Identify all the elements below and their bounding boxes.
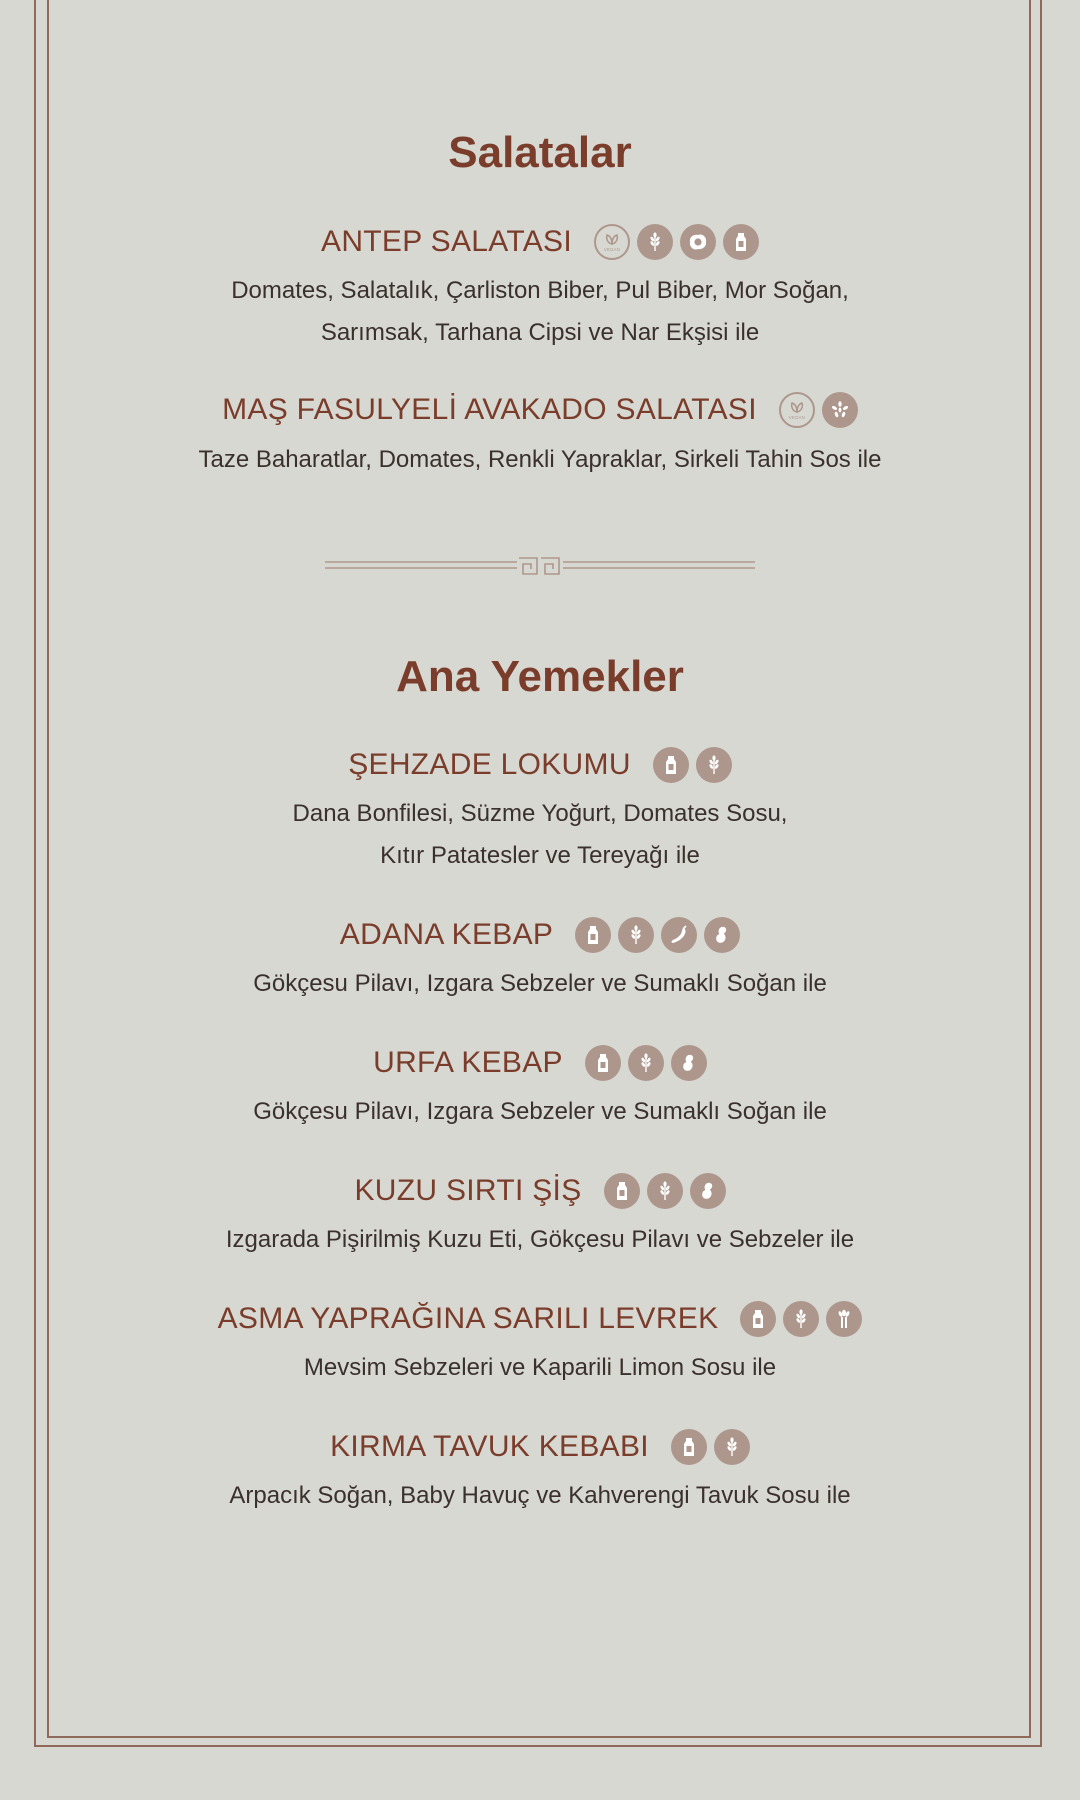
gluten-wheat-icon	[714, 1429, 750, 1465]
svg-text:VEGAN: VEGAN	[603, 247, 621, 252]
item-description: Dana Bonfilesi, Süzme Yoğurt, Domates Sosu, Kıtır Patatesler ve Tereyağı ile	[292, 800, 788, 869]
chili-icon	[661, 917, 697, 953]
item-description: Gökçesu Pilavı, Izgara Sebzeler ve Sumaklı Soğan ile	[253, 970, 827, 997]
item-name: ADANA KEBAP	[339, 918, 554, 951]
milk-icon	[604, 1173, 640, 1209]
milk-icon	[585, 1045, 621, 1081]
section-title-salatalar: Salatalar	[448, 128, 632, 177]
menu-item-title	[0, 1301, 1080, 1337]
item-name: URFA KEBAP	[373, 1046, 563, 1079]
item-name: MAŞ FASULYELİ AVAKADO SALATASI	[222, 393, 757, 426]
vegan-icon	[779, 392, 815, 428]
item-name: ASMA YAPRAĞINA SARILI LEVREK	[217, 1302, 719, 1335]
svg-text:VEGAN: VEGAN	[788, 415, 805, 420]
sesame-icon	[822, 392, 858, 428]
milk-icon	[653, 747, 689, 783]
menu-item-title	[0, 1045, 1080, 1081]
menu-item-title	[0, 747, 1080, 783]
milk-icon	[671, 1429, 707, 1465]
item-description: Arpacık Soğan, Baby Havuç ve Kahverengi Tavuk Sosu ile	[229, 1482, 851, 1509]
peanut-icon	[671, 1045, 707, 1081]
item-name: KIRMA TAVUK KEBABI	[330, 1430, 649, 1463]
gluten-wheat-icon	[696, 747, 732, 783]
peanut-icon	[704, 917, 740, 953]
item-description: Domates, Salatalık, Çarliston Biber, Pul Biber, Mor Soğan, Sarımsak, Tarhana Cipsi ve Nar Ekşisi ile	[231, 277, 849, 346]
item-name: KUZU SIRTI ŞİŞ	[354, 1174, 582, 1207]
item-description: Gökçesu Pilavı, Izgara Sebzeler ve Sumaklı Soğan ile	[253, 1098, 827, 1125]
ornament-divider	[325, 556, 755, 576]
item-description: Taze Baharatlar, Domates, Renkli Yapraklar, Sirkeli Tahin Sos ile	[198, 446, 882, 473]
section-title-ana-yemekler: Ana Yemekler	[396, 652, 684, 701]
egg-icon	[680, 224, 716, 260]
gluten-wheat-icon	[647, 1173, 683, 1209]
item-description: Mevsim Sebzeleri ve Kaparili Limon Sosu ile	[303, 1354, 777, 1381]
item-name: ŞEHZADE LOKUMU	[348, 748, 631, 781]
milk-icon	[723, 224, 759, 260]
gluten-wheat-icon	[628, 1045, 664, 1081]
celery-icon	[826, 1301, 862, 1337]
gluten-wheat-icon	[618, 917, 654, 953]
item-description: Izgarada Pişirilmiş Kuzu Eti, Gökçesu Pilavı ve Sebzeler ile	[225, 1226, 855, 1253]
gluten-wheat-icon	[783, 1301, 819, 1337]
menu-item-title	[0, 392, 1080, 428]
peanut-icon	[690, 1173, 726, 1209]
vegan-icon	[594, 224, 630, 260]
menu-item-title	[0, 917, 1080, 953]
item-name: ANTEP SALATASI	[321, 225, 572, 258]
gluten-wheat-icon	[637, 224, 673, 260]
milk-icon	[740, 1301, 776, 1337]
milk-icon	[575, 917, 611, 953]
menu-item-title	[0, 1429, 1080, 1465]
menu-item-title	[0, 1173, 1080, 1209]
menu-item-title	[0, 224, 1080, 260]
